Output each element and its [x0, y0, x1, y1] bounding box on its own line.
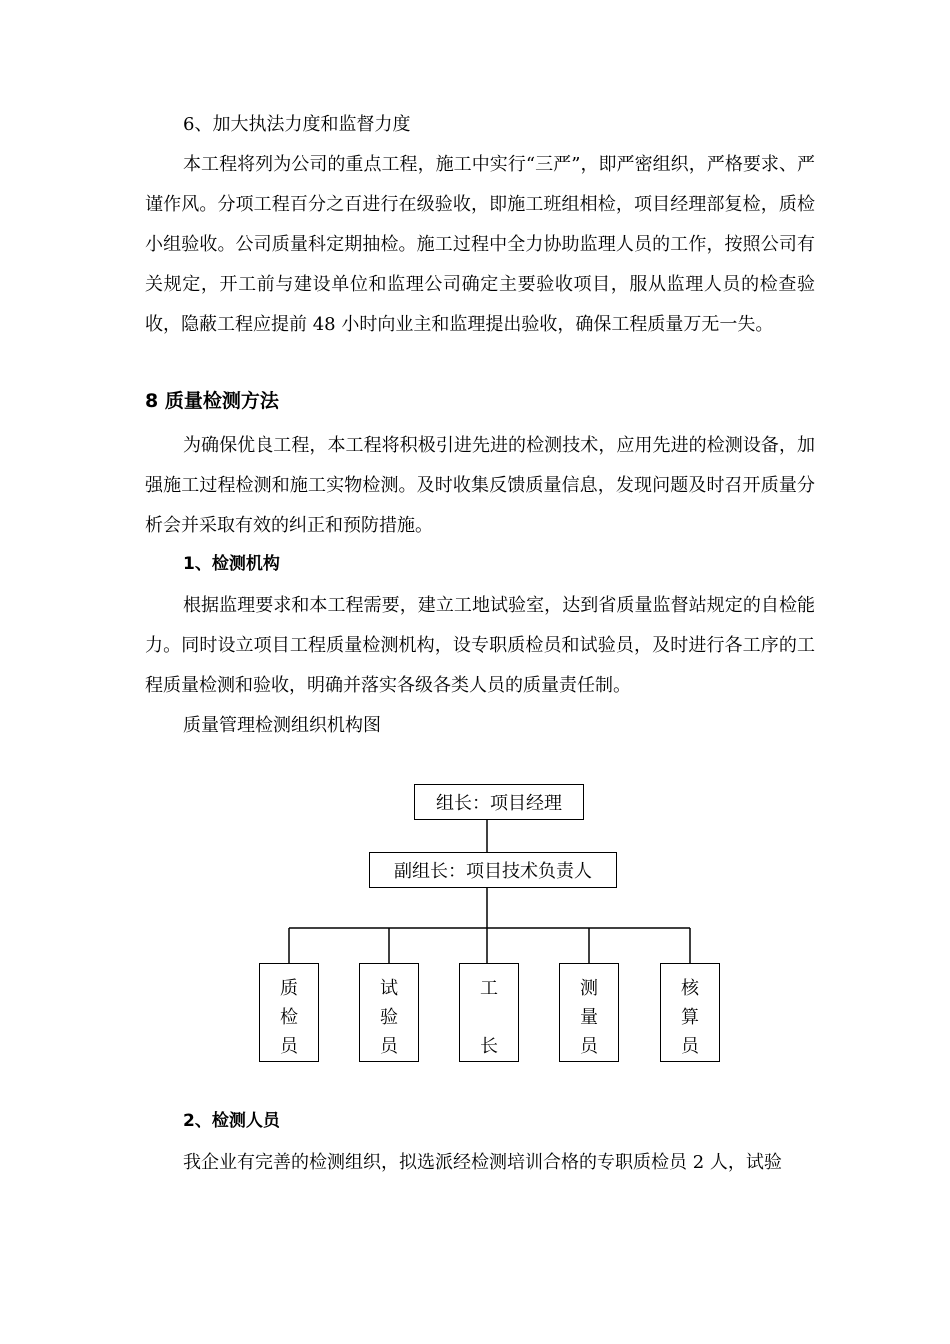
org-box-member: [660, 963, 720, 1062]
paragraph-three-strict: 本工程将列为公司的重点工程，施工中实行“三严”，即严密组织，严格要求、严谨作风。分项工程百分之百进行在级验收，即施工班组相检，项目经理部复检，质检小组验收。公司质量科定期抽检。施工过程中全力协助监理人员的工作，按照公司有关规定，开工前与建设单位和监理公司确定主要验收项目，服从监理人员的检查验收，隐蔽工程应提前 48 小时向业主和监理提出验收，确保工程质量万无一失。: [145, 154, 815, 335]
member-char: 检: [280, 1007, 298, 1028]
section-8-title: 8 质量检测方法: [145, 390, 279, 412]
item-6-heading: 6、加大执法力度和监督力度: [183, 114, 411, 135]
org-chart-caption: 质量管理检测组织机构图: [183, 715, 381, 736]
org-box-leader: [414, 784, 584, 820]
member-char: 员: [280, 1036, 298, 1057]
member-char: 质: [280, 978, 298, 999]
paragraph-section-8: 为确保优良工程，本工程将积极引进先进的检测技术，应用先进的检测设备，加强施工过程检测和施工实物检测。及时收集反馈质量信息，发现问题及时召开质量分析会并采取有效的纠正和预防措施。: [145, 435, 815, 536]
member-char: 算: [681, 1007, 699, 1028]
member-char: 量: [580, 1007, 598, 1028]
org-leader-label: 组长：项目经理: [436, 793, 562, 814]
subsection-2-title: 2、检测人员: [183, 1111, 280, 1131]
member-char: 长: [480, 1036, 498, 1057]
org-box-deputy: [369, 852, 617, 888]
paragraph-subsection-1: 根据监理要求和本工程需要，建立工地试验室，达到省质量监督站规定的自检能力。同时设立项目工程质量检测机构，设专职质检员和试验员，及时进行各工序的工程质量检测和验收，明确并落实各级各类人员的质量责任制。: [145, 595, 815, 696]
member-char: 员: [580, 1036, 598, 1057]
member-char: 员: [380, 1036, 398, 1057]
org-box-member: [559, 963, 619, 1062]
org-box-member: [459, 963, 519, 1062]
subsection-1-title: 1、检测机构: [183, 554, 280, 574]
member-char: 员: [681, 1036, 699, 1057]
member-char: 工: [480, 978, 498, 999]
member-char: 核: [681, 978, 699, 999]
org-deputy-label: 副组长：项目技术负责人: [394, 861, 592, 882]
member-char: 验: [380, 1007, 398, 1028]
member-char: 试: [380, 978, 398, 999]
paragraph-subsection-2: 我企业有完善的检测组织，拟选派经检测培训合格的专职质检员 2 人，试验: [183, 1152, 782, 1173]
member-char: 测: [580, 978, 598, 999]
org-box-member: [359, 963, 419, 1062]
org-box-member: [259, 963, 319, 1062]
